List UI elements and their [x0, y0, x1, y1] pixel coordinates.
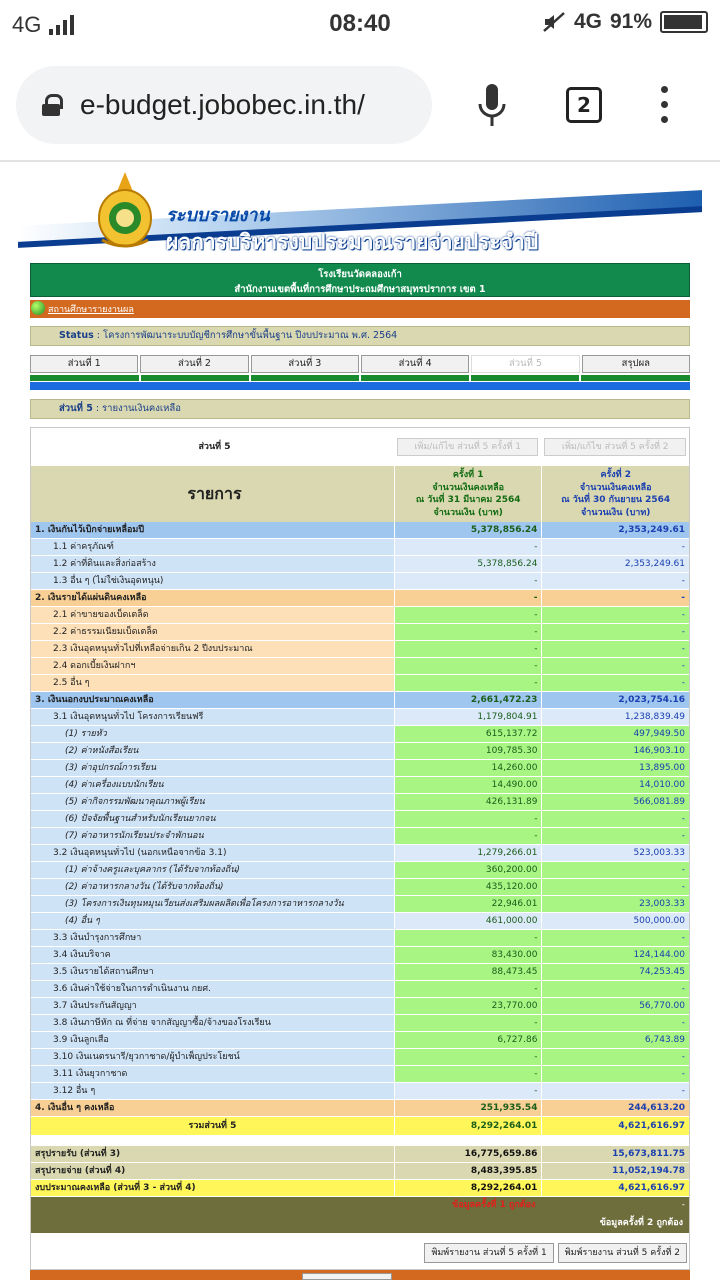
row-value-round1: - — [394, 930, 542, 946]
path-bar — [30, 300, 690, 318]
table-row — [31, 879, 689, 896]
address-bar[interactable] — [16, 66, 432, 144]
table-row — [31, 607, 689, 624]
row-value-round2: 1,238,839.49 — [541, 709, 689, 725]
table-header — [31, 466, 689, 522]
row-label: 3.10 เงินเนตรนารี/ยุวกาชาด/ผู้บำเพ็ญประโยชน์ — [31, 1049, 394, 1065]
school-name: โรงเรียนวัดคลองเก้า — [318, 269, 402, 280]
row-value-round1: - — [394, 675, 542, 691]
row-value-round2: - — [541, 862, 689, 878]
total-v2: 4,621,616.97 — [541, 1117, 689, 1135]
table-row — [31, 743, 689, 760]
col2-line: จำนวนเงินคงเหลือ — [579, 482, 652, 493]
summary-row — [31, 1146, 689, 1163]
col1-line: ณ วันที่ 31 มีนาคม 2564 — [415, 495, 521, 505]
row-value-round2: 124,144.00 — [541, 947, 689, 963]
row-value-round2: - — [541, 658, 689, 674]
row-label: (5) ค่ากิจกรรมพัฒนาคุณภาพผู้เรียน — [31, 794, 394, 810]
row-label: 3.12 อื่น ๆ — [31, 1083, 394, 1099]
row-value-round2: - — [541, 1083, 689, 1099]
row-value-round2: - — [541, 539, 689, 555]
col-round1-header — [394, 466, 542, 522]
check-round2: ข้อมูลครั้งที่ 2 ถูกต้อง — [31, 1215, 689, 1233]
path-link[interactable]: สถานศึกษารายงานผล — [48, 305, 134, 315]
col2-line: จำนวนเงิน (บาท) — [581, 507, 651, 518]
table-row — [31, 845, 689, 862]
table-row — [31, 794, 689, 811]
total-row — [31, 1117, 689, 1136]
row-value-round2: 497,949.50 — [541, 726, 689, 742]
col2-line: ณ วันที่ 30 กันยายน 2564 — [561, 495, 671, 505]
row-label: 2.5 อื่น ๆ — [31, 675, 394, 691]
table-row — [31, 1015, 689, 1032]
spacer — [31, 1136, 689, 1146]
row-label: 1.1 ค่าครุภัณฑ์ — [31, 539, 394, 555]
tab-part-5[interactable]: ส่วนที่ 5 — [471, 355, 579, 373]
tab-part-3[interactable]: ส่วนที่ 3 — [251, 355, 359, 373]
status-label: Status — [59, 330, 94, 341]
row-value-round1: 251,935.54 — [394, 1100, 542, 1116]
banner-title: ผลการบริหารงบประมาณรายจ่ายประจำปี — [166, 230, 539, 254]
school-office: สำนักงานเขตพื้นที่การศึกษาประถมศึกษาสมุทรปราการ เขต 1 — [234, 284, 486, 295]
row-value-round1: - — [394, 828, 542, 844]
lock-icon — [42, 94, 60, 116]
row-value-round1: - — [394, 539, 542, 555]
edit-part5-round2-button[interactable]: เพิ่ม/แก้ไข ส่วนที่ 5 ครั้งที่ 2 — [544, 438, 686, 456]
toolbar-divider — [0, 160, 720, 162]
check-round1-v2: - — [541, 1197, 689, 1215]
table-row — [31, 692, 689, 709]
battery-icon — [660, 11, 708, 33]
row-label: 3.1 เงินอุดหนุนทั่วไป โครงการเรียนฟรี — [31, 709, 394, 725]
row-label: 4. เงินอื่น ๆ คงเหลือ — [31, 1100, 394, 1116]
row-value-round2: - — [541, 607, 689, 623]
row-label: 3.2 เงินอุดหนุนทั่วไป (นอกเหนือจากข้อ 3.1) — [31, 845, 394, 861]
row-label: 1. เงินกันไว้เบิกจ่ายเหลื่อมปี — [31, 522, 394, 538]
summary-row — [31, 1163, 689, 1180]
summary-value: 4,621,616.97 — [541, 1180, 689, 1196]
tab-part-4[interactable]: ส่วนที่ 4 — [361, 355, 469, 373]
emblem-logo — [94, 170, 156, 250]
row-label: (3) โครงการเงินทุนหมุนเวียนส่งเสริมผลผลิตเพื่อโครงการอาหารกลางวัน — [31, 896, 394, 912]
table-row — [31, 930, 689, 947]
row-value-round1: - — [394, 1015, 542, 1031]
table-row — [31, 641, 689, 658]
print-round1-button[interactable]: พิมพ์รายงาน ส่วนที่ 5 ครั้งที่ 1 — [424, 1243, 553, 1263]
row-value-round2: - — [541, 624, 689, 640]
row-label: 2.3 เงินอุดหนุนทั่วไปที่เหลือจ่ายเกิน 2 ปีงบประมาณ — [31, 641, 394, 657]
row-value-round1: - — [394, 981, 542, 997]
total-label: รวมส่วนที่ 5 — [188, 1121, 237, 1131]
row-value-round2: 14,010.00 — [541, 777, 689, 793]
row-label: 3.9 เงินลูกเสือ — [31, 1032, 394, 1048]
row-label: 2. เงินรายได้แผ่นดินคงเหลือ — [31, 590, 394, 606]
row-value-round1: 2,661,472.23 — [394, 692, 542, 708]
school-header — [30, 263, 690, 297]
summary-row — [31, 1180, 689, 1197]
tab-part-1[interactable]: ส่วนที่ 1 — [30, 355, 138, 373]
row-label: 2.2 ค่าธรรมเนียมเบ็ดเตล็ด — [31, 624, 394, 640]
row-value-round1: 435,120.00 — [394, 879, 542, 895]
table-row — [31, 964, 689, 981]
row-label: 3.6 เงินค่าใช้จ่ายในการดำเนินงาน กยศ. — [31, 981, 394, 997]
row-value-round2: - — [541, 811, 689, 827]
balance-table — [30, 427, 690, 1270]
table-row — [31, 1083, 689, 1100]
row-value-round1: 14,490.00 — [394, 777, 542, 793]
row-value-round1: - — [394, 641, 542, 657]
row-label: (4) อื่น ๆ — [31, 913, 394, 929]
row-label: (4) ค่าเครื่องแบบนักเรียน — [31, 777, 394, 793]
table-row — [31, 828, 689, 845]
status-text: : โครงการพัฒนาระบบบัญชีการศึกษาขั้นพื้นฐาน ปีงบประมาณ พ.ศ. 2564 — [93, 330, 398, 341]
status-dot-icon — [31, 301, 45, 315]
row-value-round2: - — [541, 1015, 689, 1031]
row-label: (3) ค่าอุปกรณ์การเรียน — [31, 760, 394, 776]
table-row — [31, 522, 689, 539]
summary-label: งบประมาณคงเหลือ (ส่วนที่ 3 - ส่วนที่ 4) — [35, 1183, 196, 1193]
site-banner — [18, 168, 702, 260]
table-row — [31, 811, 689, 828]
table-row — [31, 981, 689, 998]
row-value-round2: - — [541, 1066, 689, 1082]
table-row — [31, 590, 689, 607]
row-value-round1: 5,378,856.24 — [394, 522, 542, 538]
summary-value: 16,775,659.86 — [394, 1146, 542, 1162]
row-value-round2: - — [541, 1049, 689, 1065]
table-row — [31, 777, 689, 794]
tab-stripe-green — [30, 375, 690, 381]
check-row-2 — [31, 1215, 689, 1233]
mute-icon — [542, 10, 566, 34]
bottom-button[interactable] — [302, 1273, 392, 1280]
summary-label: สรุปรายรับ (ส่วนที่ 3) — [35, 1149, 121, 1159]
row-label: 1.3 อื่น ๆ (ไม่ใช่เงินอุดหนุน) — [31, 573, 394, 589]
row-label: (2) ค่าหนังสือเรียน — [31, 743, 394, 759]
row-label: 2.1 ค่าขายของเบ็ดเตล็ด — [31, 607, 394, 623]
row-value-round1: 5,378,856.24 — [394, 556, 542, 572]
section-header — [30, 399, 690, 419]
row-label: 3.3 เงินบำรุงการศึกษา — [31, 930, 394, 946]
table-row — [31, 896, 689, 913]
table-row — [31, 1049, 689, 1066]
row-label: (2) ค่าอาหารกลางวัน (ได้รับจากท้องถิ่น) — [31, 879, 394, 895]
row-value-round2: 2,353,249.61 — [541, 556, 689, 572]
row-value-round2: 244,613.20 — [541, 1100, 689, 1116]
status-row — [30, 326, 690, 346]
tab-part-2[interactable]: ส่วนที่ 2 — [140, 355, 248, 373]
col1-line: ครั้งที่ 1 — [452, 470, 484, 480]
row-value-round1: 1,279,266.01 — [394, 845, 542, 861]
table-row — [31, 573, 689, 590]
check-row-1 — [31, 1197, 689, 1215]
col1-line: จำนวนเงิน (บาท) — [433, 507, 503, 518]
table-row — [31, 1100, 689, 1117]
row-value-round2: - — [541, 641, 689, 657]
row-value-round2: - — [541, 879, 689, 895]
row-label: 1.2 ค่าที่ดินและสิ่งก่อสร้าง — [31, 556, 394, 572]
banner-subtitle: ระบบรายงาน — [166, 205, 270, 226]
table-row — [31, 998, 689, 1015]
row-label: 3. เงินนอกงบประมาณคงเหลือ — [31, 692, 394, 708]
tab-summary[interactable]: สรุปผล — [582, 355, 690, 373]
row-value-round2: - — [541, 981, 689, 997]
part-label: ส่วนที่ 5 — [198, 442, 231, 452]
row-value-round1: - — [394, 1083, 542, 1099]
row-value-round2: - — [541, 675, 689, 691]
row-value-round1: - — [394, 624, 542, 640]
bottom-bar — [30, 1270, 690, 1280]
row-value-round2: 146,903.10 — [541, 743, 689, 759]
section-tabs — [30, 355, 690, 373]
url-text[interactable]: e-budget.jobobec.in.th/ — [80, 89, 365, 120]
col1-line: จำนวนเงินคงเหลือ — [432, 482, 504, 493]
row-value-round1: 461,000.00 — [394, 913, 542, 929]
print-round2-button[interactable]: พิมพ์รายงาน ส่วนที่ 5 ครั้งที่ 2 — [558, 1243, 687, 1263]
more-menu-icon[interactable] — [658, 86, 670, 126]
summary-value: 8,292,264.01 — [394, 1180, 542, 1196]
table-row — [31, 760, 689, 777]
row-value-round2: 500,000.00 — [541, 913, 689, 929]
status-bar — [0, 0, 720, 50]
battery-percent: 91% — [609, 10, 652, 33]
summary-value: 11,052,194.78 — [541, 1163, 689, 1179]
row-value-round2: - — [541, 590, 689, 606]
row-value-round1: - — [394, 1049, 542, 1065]
row-label: (1) ค่าจ้างครูและบุคลากร (ได้รับจากท้องถิ่น) — [31, 862, 394, 878]
table-row — [31, 913, 689, 930]
table-row — [31, 539, 689, 556]
row-value-round2: 6,743.89 — [541, 1032, 689, 1048]
summary-value: 15,673,811.75 — [541, 1146, 689, 1162]
table-row — [31, 658, 689, 675]
row-label: (7) ค่าอาหารนักเรียนประจำพักนอน — [31, 828, 394, 844]
tab-stripe-blue — [30, 382, 690, 390]
table-row — [31, 675, 689, 692]
table-row — [31, 947, 689, 964]
row-value-round1: 23,770.00 — [394, 998, 542, 1014]
summary-body — [31, 1146, 689, 1197]
row-value-round1: 14,260.00 — [394, 760, 542, 776]
row-label: 2.4 ดอกเบี้ยเงินฝากฯ — [31, 658, 394, 674]
col2-line: ครั้งที่ 2 — [600, 470, 632, 480]
table-row — [31, 1032, 689, 1049]
summary-value: 8,483,395.85 — [394, 1163, 542, 1179]
row-value-round1: 88,473.45 — [394, 964, 542, 980]
row-value-round2: - — [541, 828, 689, 844]
row-value-round2: - — [541, 573, 689, 589]
row-label: (6) ปัจจัยพื้นฐานสำหรับนักเรียนยากจน — [31, 811, 394, 827]
row-value-round1: - — [394, 1066, 542, 1082]
row-value-round1: 360,200.00 — [394, 862, 542, 878]
row-value-round2: 74,253.45 — [541, 964, 689, 980]
tab-switcher-button[interactable]: 2 — [566, 87, 602, 123]
row-value-round2: 23,003.33 — [541, 896, 689, 912]
clock: 08:40 — [329, 10, 391, 37]
row-value-round1: 22,946.01 — [394, 896, 542, 912]
row-value-round2: - — [541, 930, 689, 946]
section-label: ส่วนที่ 5 — [59, 403, 93, 414]
table-row — [31, 726, 689, 743]
row-label: (1) รายหัว — [31, 726, 394, 742]
browser-toolbar — [0, 56, 720, 156]
table-body — [31, 522, 689, 1117]
row-value-round1: - — [394, 607, 542, 623]
row-label: 3.11 เงินยุวกาชาด — [31, 1066, 394, 1082]
row-value-round1: - — [394, 573, 542, 589]
row-value-round1: 1,179,804.91 — [394, 709, 542, 725]
row-label: 3.8 เงินภาษีหัก ณ ที่จ่าย จากสัญญาซื้อ/จ้างของโรงเรียน — [31, 1015, 394, 1031]
table-row — [31, 624, 689, 641]
status-right — [542, 10, 708, 34]
table-row — [31, 1066, 689, 1083]
row-value-round1: 83,430.00 — [394, 947, 542, 963]
row-value-round1: - — [394, 590, 542, 606]
row-value-round2: 56,770.00 — [541, 998, 689, 1014]
row-label: 3.7 เงินประกันสัญญา — [31, 998, 394, 1014]
check-round1: ข้อมูลครั้งที่ 1 ถูกต้อง — [31, 1197, 541, 1215]
row-value-round2: 13,895.00 — [541, 760, 689, 776]
table-row — [31, 709, 689, 726]
col-item-header: รายการ — [187, 484, 242, 503]
print-actions — [31, 1233, 689, 1269]
row-value-round1: - — [394, 811, 542, 827]
row-value-round2: 2,353,249.61 — [541, 522, 689, 538]
row-value-round1: 109,785.30 — [394, 743, 542, 759]
total-v1: 8,292,264.01 — [394, 1117, 542, 1135]
network-type-right: 4G — [573, 10, 602, 33]
microphone-icon[interactable] — [478, 84, 506, 126]
summary-label: สรุปรายจ่าย (ส่วนที่ 4) — [35, 1166, 126, 1176]
row-value-round2: 523,003.33 — [541, 845, 689, 861]
edit-part5-round1-button[interactable]: เพิ่ม/แก้ไข ส่วนที่ 5 ครั้งที่ 1 — [397, 438, 539, 456]
table-toolbar — [31, 428, 689, 466]
row-value-round1: 615,137.72 — [394, 726, 542, 742]
row-value-round1: - — [394, 658, 542, 674]
table-row — [31, 862, 689, 879]
network-type: 4G — [12, 12, 42, 37]
row-label: 3.5 เงินรายได้สถานศึกษา — [31, 964, 394, 980]
col-round2-header — [541, 466, 689, 522]
row-value-round2: 566,081.89 — [541, 794, 689, 810]
row-value-round1: 426,131.89 — [394, 794, 542, 810]
row-label: 3.4 เงินบริจาค — [31, 947, 394, 963]
row-value-round2: 2,023,754.16 — [541, 692, 689, 708]
row-value-round1: 6,727.86 — [394, 1032, 542, 1048]
section-text: : รายงานเงินคงเหลือ — [92, 403, 181, 414]
table-row — [31, 556, 689, 573]
